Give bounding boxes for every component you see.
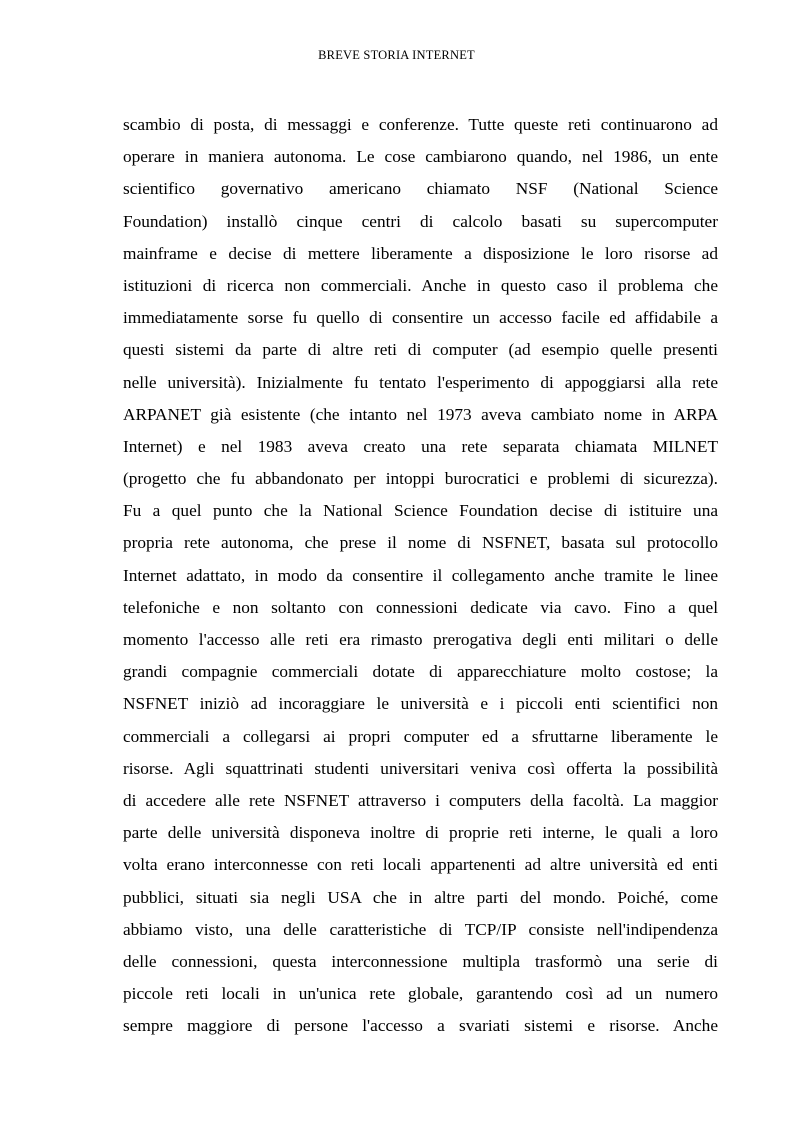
- text-line: NSFNET iniziò ad incoraggiare le università e i piccoli enti scientifici non: [123, 694, 718, 714]
- text-line: ARPANET già esistente (che intanto nel 1973 aveva cambiato nome in ARPA: [123, 404, 718, 424]
- text-line: operare in maniera autonoma. Le cose cambiarono quando, nel 1986, un ente: [123, 147, 718, 167]
- page-header: BREVE STORIA INTERNET: [318, 48, 475, 62]
- text-line: abbiamo visto, una delle caratteristiche di TCP/IP consiste nell'indipendenza: [123, 919, 718, 939]
- text-line: questi sistemi da parte di altre reti di computer (ad esempio quelle presenti: [123, 340, 718, 360]
- text-line: propria rete autonoma, che prese il nome di NSFNET, basata sul protocollo: [123, 533, 718, 553]
- text-line: momento l'accesso alle reti era rimasto prerogativa degli enti militari o delle: [123, 630, 718, 649]
- text-line: pubblici, situati sia negli USA che in altre parti del mondo. Poiché, come: [123, 887, 718, 907]
- text-line: immediatamente sorse fu quello di consentire un accesso facile ed affidabile a: [123, 308, 718, 328]
- text-line: piccole reti locali in un'unica rete globale, garantendo così ad un numero: [123, 984, 718, 1004]
- text-line: delle connessioni, questa interconnessione multipla trasformò una serie di: [123, 951, 718, 971]
- text-line: Foundation) installò cinque centri di calcolo basati su supercomputer: [123, 211, 718, 231]
- text-line: scambio di posta, di messaggi e conferenze. Tutte queste reti continuarono ad: [123, 115, 718, 134]
- text-line: (progetto che fu abbandonato per intoppi burocratici e problemi di sicurezza).: [123, 469, 718, 489]
- text-line: Internet adattato, in modo da consentire il collegamento anche tramite le linee: [123, 565, 718, 585]
- text-line: sempre maggiore di persone l'accesso a svariati sistemi e risorse. Anche: [123, 1016, 718, 1036]
- text-line: scientifico governativo americano chiamato NSF (National Science: [123, 179, 718, 199]
- text-line: grandi compagnie commerciali dotate di apparecchiature molto costose; la: [123, 662, 718, 682]
- text-line: Fu a quel punto che la National Science Foundation decise di istituire una: [123, 501, 718, 521]
- text-line: risorse. Agli squattrinati studenti universitari veniva così offerta la possibilità: [123, 758, 718, 778]
- text-line: mainframe e decise di mettere liberamente a disposizione le loro risorse ad: [123, 243, 718, 263]
- text-line: telefoniche e non soltanto con connessioni dedicate via cavo. Fino a quel: [123, 597, 718, 617]
- text-line: istituzioni di ricerca non commerciali. Anche in questo caso il problema che: [123, 275, 718, 295]
- text-line: di accedere alle rete NSFNET attraverso i computers della facoltà. La maggior: [123, 790, 718, 810]
- text-line: commerciali a collegarsi ai propri computer ed a sfruttarne liberamente le: [123, 726, 718, 746]
- text-line: Internet) e nel 1983 aveva creato una rete separata chiamata MILNET: [123, 436, 718, 456]
- text-line: parte delle università disponeva inoltre di proprie reti interne, le quali a loro: [123, 823, 718, 843]
- text-line: nelle università). Inizialmente fu tentato l'esperimento di appoggiarsi alla rete: [123, 372, 718, 392]
- body-text: [123, 109, 718, 1042]
- text-line: volta erano interconnesse con reti locali appartenenti ad altre università ed enti: [123, 855, 718, 875]
